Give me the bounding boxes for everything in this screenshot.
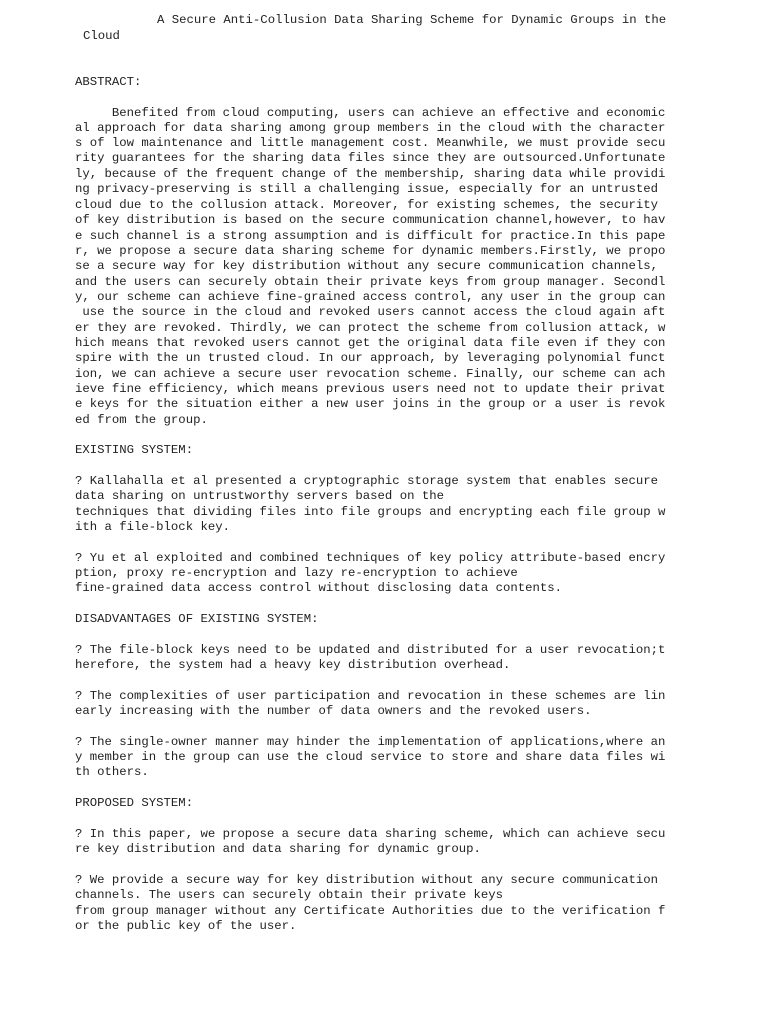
existing-system-heading: EXISTING SYSTEM:	[75, 443, 194, 457]
proposed-p2-line: channels. The users can securely obtain their private keys	[75, 888, 504, 902]
abstract-line: r, we propose a secure data sharing scheme for dynamic members.Firstly, we propo	[75, 244, 666, 258]
abstract-line: y, our scheme can achieve fine-grained access control, any user in the group can	[75, 290, 666, 304]
title-line-2: Cloud	[83, 29, 120, 43]
abstract-line: cloud due to the collusion attack. Moreover, for existing schemes, the security	[75, 198, 658, 212]
abstract-line: se a secure way for key distribution without any secure communication channels,	[75, 259, 658, 273]
abstract-line: rity guarantees for the sharing data files since they are outsourced.Unfortunate	[75, 151, 666, 165]
existing-p1-line: data sharing on untrustworthy servers based on the	[75, 489, 444, 503]
disadvantages-p1-line: ? The file-block keys need to be updated and distributed for a user revocation;t	[75, 643, 666, 657]
existing-p2-line: ? Yu et al exploited and combined techniques of key policy attribute-based encry	[75, 551, 666, 565]
abstract-line: e keys for the situation either a new user joins in the group or a user is revok	[75, 397, 666, 411]
abstract-line: ieve fine efficiency, which means previous users need not to update their privat	[75, 382, 666, 396]
existing-p2-line: fine-grained data access control without disclosing data contents.	[75, 581, 563, 595]
abstract-heading: ABSTRACT:	[75, 75, 142, 89]
abstract-line: e such channel is a strong assumption and is difficult for practice.In this pape	[75, 229, 666, 243]
abstract-line: ng privacy-preserving is still a challenging issue, especially for an untrusted	[75, 182, 658, 196]
abstract-line: ed from the group.	[75, 413, 208, 427]
disadvantages-heading: DISADVANTAGES OF EXISTING SYSTEM:	[75, 612, 319, 626]
abstract-line: spire with the un trusted cloud. In our approach, by leveraging polynomial funct	[75, 351, 666, 365]
disadvantages-p3-line: th others.	[75, 765, 149, 779]
disadvantages-p3-line: y member in the group can use the cloud service to store and share data files wi	[75, 750, 666, 764]
existing-p1-line: ith a file-block key.	[75, 520, 230, 534]
disadvantages-p1-line: herefore, the system had a heavy key distribution overhead.	[75, 658, 511, 672]
proposed-p2-line: from group manager without any Certificate Authorities due to the verification f	[75, 904, 666, 918]
existing-p1-line: ? Kallahalla et al presented a cryptographic storage system that enables secure	[75, 474, 658, 488]
proposed-p1-line: ? In this paper, we propose a secure data sharing scheme, which can achieve secu	[75, 827, 666, 841]
proposed-system-heading: PROPOSED SYSTEM:	[75, 796, 194, 810]
proposed-p1-line: re key distribution and data sharing for dynamic group.	[75, 842, 481, 856]
abstract-line: al approach for data sharing among group members in the cloud with the character	[75, 121, 666, 135]
abstract-line: s of low maintenance and little management cost. Meanwhile, we must provide secu	[75, 136, 666, 150]
proposed-p2-line: or the public key of the user.	[75, 919, 297, 933]
abstract-line: use the source in the cloud and revoked users cannot access the cloud again aft	[75, 305, 666, 319]
proposed-p2-line: ? We provide a secure way for key distribution without any secure communication	[75, 873, 658, 887]
abstract-line: ion, we can achieve a secure user revocation scheme. Finally, our scheme can ach	[75, 367, 666, 381]
abstract-line: er they are revoked. Thirdly, we can protect the scheme from collusion attack, w	[75, 321, 666, 335]
abstract-line: Benefited from cloud computing, users can achieve an effective and economic	[75, 106, 666, 120]
existing-p1-line: techniques that dividing files into file groups and encrypting each file group w	[75, 505, 666, 519]
abstract-line: and the users can securely obtain their private keys from group manager. Secondl	[75, 275, 666, 289]
abstract-line: of key distribution is based on the secure communication channel,however, to hav	[75, 213, 666, 227]
abstract-line: ly, because of the frequent change of the membership, sharing data while providi	[75, 167, 666, 181]
disadvantages-p3-line: ? The single-owner manner may hinder the implementation of applications,where an	[75, 735, 666, 749]
disadvantages-p2-line: ? The complexities of user participation and revocation in these schemes are lin	[75, 689, 666, 703]
title-line-1: A Secure Anti-Collusion Data Sharing Scheme for Dynamic Groups in the	[157, 13, 667, 27]
abstract-line: hich means that revoked users cannot get the original data file even if they con	[75, 336, 666, 350]
existing-p2-line: ption, proxy re-encryption and lazy re-encryption to achieve	[75, 566, 518, 580]
disadvantages-p2-line: early increasing with the number of data owners and the revoked users.	[75, 704, 592, 718]
